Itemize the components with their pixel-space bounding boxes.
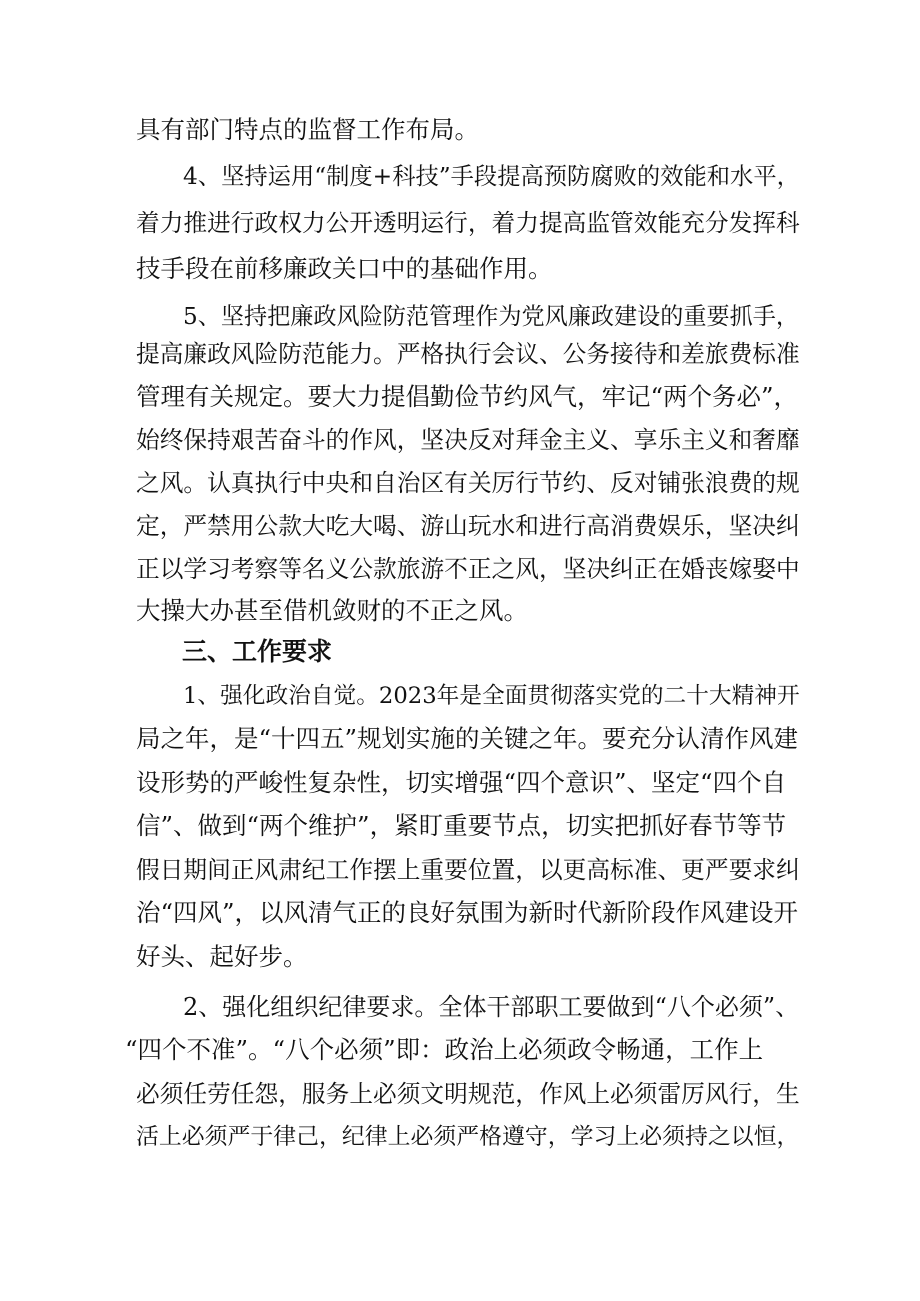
text-line: 着力推进行政权力公开透明运行，着力提高监管效能充分发挥科 — [136, 209, 800, 237]
text-line: 好头、起好步。 — [136, 942, 308, 971]
text-line: 信”、做到“两个维护”，紧盯重要节点，切实把抓好春节等节 — [136, 811, 787, 840]
text-line: 设形势的严峻性复杂性，切实增强“四个意识”、坚定“四个自 — [136, 768, 787, 797]
text-line: “四个不准”。“八个必须”即：政治上必须政令畅通，工作上 — [125, 1035, 764, 1064]
text-line: 始终保持艰苦奋斗的作风，坚决反对拜金主义、享乐主义和奢靡 — [136, 426, 800, 454]
text-line: 大操大办甚至借机敛财的不正之风。 — [136, 596, 528, 625]
text-line: 之风。认真执行中央和自治区有关厉行节约、反对铺张浪费的规 — [136, 469, 800, 497]
text-line: 定，严禁用公款大吃大喝、游山玩水和进行高消费娱乐，坚决纠 — [136, 512, 800, 540]
text-line: 提高廉政风险防范能力。严格执行会议、公务接待和差旅费标准 — [136, 340, 800, 368]
text-line: 治“四风”，以风清气正的良好氛围为新时代新阶段作风建设开 — [136, 898, 799, 927]
text-line: 4、坚持运用“制度+科技”手段提高预防腐败的效能和水平， — [183, 163, 800, 190]
text-line: 具有部门特点的监督工作布局。 — [136, 115, 479, 144]
text-line: 2、强化组织纪律要求。全体干部职工要做到“八个必须”、 — [183, 993, 800, 1021]
text-line: 局之年，是“十四五”规划实施的关键之年。要充分认清作风建 — [136, 724, 799, 753]
text-line: 假日期间正风肃纪工作摆上重要位置，以更高标准、更严要求纠 — [136, 856, 800, 884]
text-line: 5、坚持把廉政风险防范管理作为党风廉政建设的重要抓手， — [183, 304, 799, 330]
text-line: 正以学习考察等名义公款旅游不正之风，坚决纠正在婚丧嫁娶中 — [136, 555, 800, 583]
text-line: 管理有关规定。要大力提倡勤俭节约风气，牢记“两个务必”， — [136, 382, 799, 411]
section-heading: 三、工作要求 — [182, 637, 333, 666]
text-line: 活上必须严于律己，纪律上必须严格遵守，学习上必须持之以恒， — [136, 1124, 800, 1150]
text-line: 技手段在前移廉政关口中的基础作用。 — [136, 254, 553, 283]
text-line: 必须任劳任怨，服务上必须文明规范，作风上必须雷厉风行，生 — [136, 1080, 800, 1108]
text-line: 1、强化政治自觉。2023年是全面贯彻落实党的二十大精神开 — [183, 683, 800, 709]
